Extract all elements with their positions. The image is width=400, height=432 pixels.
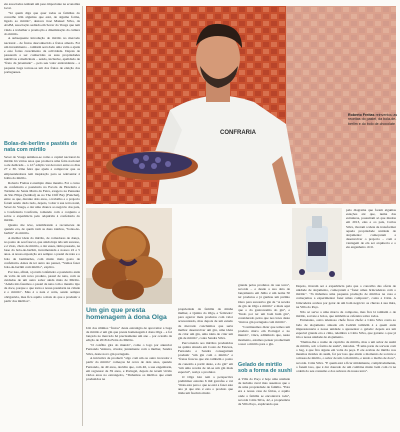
- berlim-text-column: [4, 155, 80, 423]
- paragraph: Roberto Freitas é exemplo disso mesmo. Foi o curso de confeitaria e pastelaria na Escola de Hotelaria e Turismo de Santa Maria da Feira, exagero na Pensante de São Filipe (Setúbal) ou no The Cliff Bay (Funchal), entre os que, durante dois anos, o trabalho e o projecto foram sendo dado tudo, depois, voltar à sua terra natal, Sever do Vouga, e dar uma chance ao negócio dos pais, a Confeitaria Confraria, tomando com a conjunto e sobre a experiência pelo adquirida à confeitaria do mirtilo.: [4, 180, 80, 222]
- top-left-text-column: [4, 2, 80, 138]
- gin-text-column-1: [86, 326, 172, 426]
- gelado-text-column: [238, 377, 290, 429]
- paragraph: propriedade da família da minha mulher, a Quinta do Olga, e 'feiticeiro' para agarrar mais produtos com valor acrescentado, mas depois de um estudo de mercado concluímos que seria melhor desenvolver um gin, uma ideia de criar um gin, uma ideia de criar um gin de mirtilo", conta Sandra Silva.: [178, 307, 233, 341]
- paragraph: A subsequente introdução do mirtilo no mercado nacional – de frutos desconhecido a frutos amado. Foi um investimento – também será dado uma valia a ajuda e este fortes crescimento da actividade. Depois de passarem a ser conhecidas as suas propriedades nutritivas e medicinais – sendo, inclusive, apelidado de "fruto da juventude" – pelo seu valor antioxidante – a pequena baga tornou-se um dos frutos de eleição dos portugueses.: [4, 36, 80, 74]
- paragraph: pelo diagrama que foram algumas estações até que, numa das estruturas, possuíram só que mudou em 2013, eles e os pais, Carlos Silva, tiveram a ideia de transformar aquela propriedade unidade de alojamento: começaram a desenvolver o projecto – com a vantagem de ela ser arquitecta e o ele engenheiro civil.: [346, 208, 396, 250]
- paragraph: "Continuamos dizer que temos um produto único em Portugal e no mundo", vinca, admitindo que, neste momento, estamos pensar produzirem a usar o mirtilo para o gin.: [238, 325, 290, 346]
- paragraph: Sever do Vouga aninhou-se como a capital nacional do mirtilo há vários anos que promove uma feira nacional a ele dedicada – a 12.ª edição vai decorrer entre os dias 27 e 30. Uma feira que ajuda a comprovar que os empreendedores tem inspiração para se reinventar à bolha do mirtilo.: [4, 155, 80, 180]
- shirt-logo: CONFRARIA: [220, 130, 256, 136]
- caption-text: reinventou as receitas do pastel, da bola-de-berlim e do bolo de chocolate: [348, 113, 398, 126]
- paragraph: "O conflito gira do mundo", como o logo por anunciar Fernando Ventura, criador, juntamente com a mulher, Sandra Silva, deste novo gin português.: [86, 343, 172, 356]
- paragraph: Por isso, afinal, a jovem confeiteiro e pasteleiro anda de volta de um novo produto, pastel de nata, com as cuidadas de um outro sabor ainda mais de Mirtilo. "Ainda não fazemos o pastel de nata com o mesmo tipo de doce, porque o que torna a nossa pastelaria na cidade é o mirtilo". Mas é a nata é certa, sendo sempre obrigatória, mas fica aquilo a mais do que a produzir a partir dos mirtilos".: [4, 269, 80, 303]
- villa-text-column: [346, 208, 396, 280]
- paragraph: A iniciativa de produzir "algo com um ou outro inovador a partir do mirtilo" começou há cerca de dois anos, quando Fernando, de 49 anos, decidiu que, com 46, a sua engenharia, em regressar de 39 anos, e Portugal, depois de terem vivido vários anos no estrangeiro, "Tínhamos os mirtilos que eram produzidos na: [86, 356, 172, 382]
- paragraph: grande pelos produtos da sua terra", recorda – e desde a sua data de lançamento em Julho é um nome 50 ter produtos e já ganhou um prémio Ouro para sucessivo gin de "A receita de gin de Olga e mirtilo" e mais aqui que o da gastronomia do gin", e "lindo por ter um bom hum gin", considerado pelos que nos lotes deste "únicos gin portugués com mirtilo".: [238, 283, 290, 325]
- pastries-illustration: [86, 208, 172, 304]
- gin-section-heading: Um gin que presta homenagem à dona Olga: [86, 307, 167, 322]
- gin-text-column-2: [178, 307, 233, 427]
- paragraph: A Villa do Paço é hoje uma unidade de turismo rural mas assentou que o de uma propriedade de família. "Esta era a nossa casa de férias, e aquilo onde a família se encontrava toda", recorda Cátia Silva, 42, e proprietária da Villa Paço, explicando que: [238, 377, 290, 406]
- paragraph: Um dos últimos "frutos" desta estratégia de aproveitar a baga de mirtilo é um gin que presta homenagem à dona Olga – e foi lançado no mercado há precisamente um ano – por ocasião da edição de 2018 da Feira do Mirtilo.: [86, 326, 172, 343]
- chef-photo: [86, 6, 396, 204]
- section-heading-berlim: Bolas-de-berlim e pastéis de nata com mirtilo: [4, 141, 78, 153]
- paragraph: "Só quem diga que quer todas as famílias do concelho têm algumas que está, de alguma forma, ligado ao mirtilo", destaca José Manuel Silva, da AGIM, associação sediada em Sever do Vouga que tem vindo a trabalhar a promoção e dinamização da cultura do mirtilo.: [4, 10, 80, 36]
- paragraph: Depois, tiveram ser a experiência pela que o concelho das oferta de unidade de alojamento, começaram a "fazer umas brincadeiras com o mirtilo". "Já tínhamos uma pequena produção de mirtilos na casa e começamos a experimentar fazer umas compotas", conta a Cátia. A brincadeira acabou por gerar de um bom negócio: as chuvas à sua mira, na Villa do Paço.: [296, 284, 396, 309]
- paragraph: ele associados tenham um peso importante na economia local.: [4, 2, 80, 11]
- paragraph: A melhor ideia do mirtilo, de comadores de dança, no ponto do seu frescor, que ainda haja não um sucesso, e é visto, cheio de mirtilo, a dar esses, tinha passado, na base da bola-de-berlim, incrementada a nossos 22 e 5 anos. A nossa exposição era sempre o pastel de nata e o bolo de Guimarães, com muito mais gosto de confeitaria. Antes de ter outro ato pensei, "Vamos fazer bola-de-berlim com mirtilo", explica.: [4, 235, 80, 269]
- gin-bottle-photo: [292, 208, 342, 280]
- gelado-section-heading: Gelado de mirtilo sob a forma de sushi: [238, 362, 292, 374]
- paragraph: "Demos-lhe o nome de capricho de mirtilo, mas a um sabor de sushi de mirtilo, sob a forma de sushi", introduz. "É uma parte de sorvete com o bag, é que fica alguns em volta da peça. E ele acabou de mirtilo nos mesmos moldes do sushi, foi por isso que ainda o momento de sorvete e a massa de mirtilo, o sabor de um com mirtilo, e tendo o molho de doce", recorda. Cátia Silva. "E quem está a ficar nitidamente, complicadamente, o fazem isso, que é dar dourado de um combina muito bem com cá na ordem do seu consumo e dos sabores da nossa terra".: [296, 339, 396, 373]
- chef-photo-caption: [348, 113, 398, 126]
- chef-photo-illustration: [86, 6, 396, 204]
- paragraph: Quanto me teve, relembrando a reconteceu de quando era, de quem vem as duas toinhos, "bolas-de-berlim" do mirtilo.: [4, 222, 80, 235]
- villa-text-column-lower: [296, 284, 396, 428]
- gin-text-column-3: [238, 283, 290, 358]
- paragraph: O Olga Gin tem a perspectiva preliminar estrelas 6 mil garrafas e vai "mais esta para o que se está a fazer este ano já que não é esta o produto que tinha um fascínio muito: [178, 374, 233, 396]
- caption-name: Roberto Freitas: [348, 113, 375, 117]
- column-divider: [82, 6, 83, 426]
- berlim-pastries-photo: [86, 208, 172, 304]
- gin-illustration: [292, 208, 342, 280]
- paragraph: Entretanto, outro talentoso chefe ficou chefe: a Cátia Silva conta ao lado de alojamento situada em Cedrim também é a quem anda impressionaria a nossa unidade a apresentar o gelado: depois era um especial grande era a cima, relembra a Cátia Silva, que garante o que já iria a nossa unidade de alojamento.: [296, 318, 396, 340]
- paragraph: Não só serve a uma marca de compotas, mas fica lá também o de mirtilo, sorvete e bolos, que também se cafeteira sobre todos.: [296, 309, 396, 318]
- paragraph: Percorrendo aos mirtilos produzidos na quinta situada em Couto de Esteves, Fernando e Sandra conseguiram produzir "um gin com o mirtilo" e "frutas frescas que são também o ponto de conexão a partir deste, e do gin" em "um uma receita de tal-se um gin mais especial", realça o produtor.: [178, 340, 233, 374]
